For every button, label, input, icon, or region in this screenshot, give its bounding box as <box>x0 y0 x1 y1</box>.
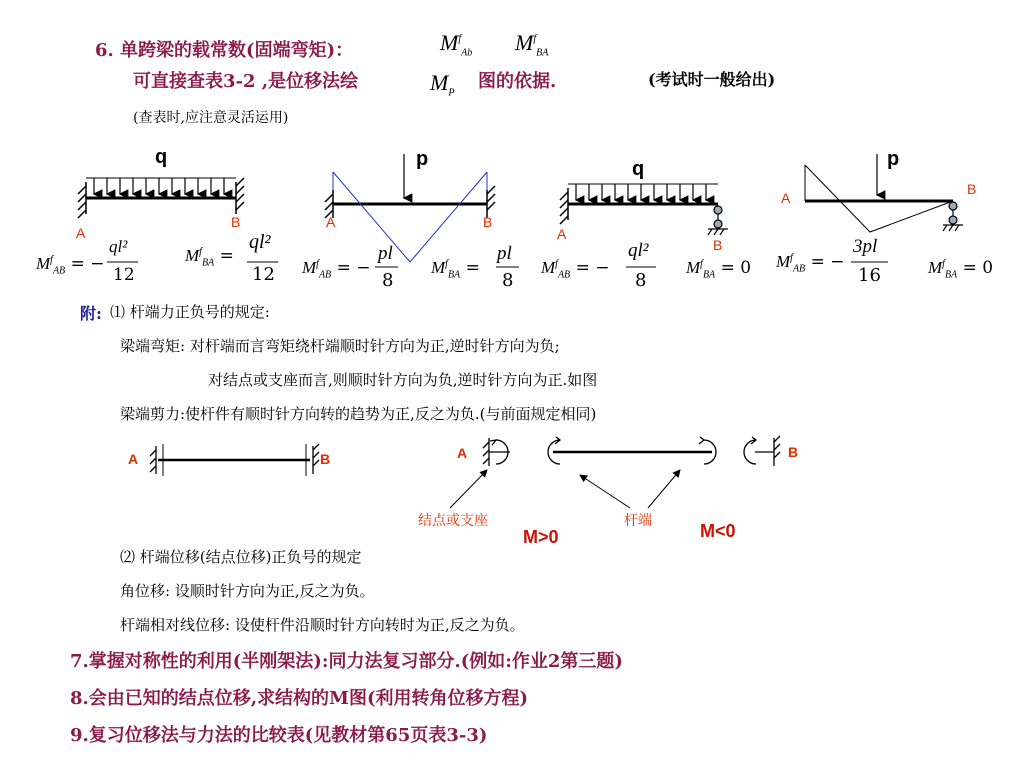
fixed-support-left-1 <box>78 182 86 218</box>
label-a-3: A <box>557 226 567 242</box>
formula-num-3: pl <box>378 243 393 264</box>
item-8: 8.会由已知的结点位移,求结构的M图(利用转角位移方程) <box>70 688 529 709</box>
label-b-1: B <box>231 214 241 230</box>
lookup-note: (查表时,应注意灵活运用) <box>133 110 289 126</box>
formula-num-1: ql² <box>109 237 128 256</box>
udl-arrows-1 <box>94 178 224 194</box>
label-m-negative: M<0 <box>700 521 736 541</box>
beam-diagram-2 <box>325 154 495 262</box>
load-label-p-4: p <box>887 148 900 170</box>
fig-label-b: B <box>320 451 331 467</box>
item-6-title: 6. 单跨梁的载常数(固端弯矩)： <box>95 40 354 61</box>
fixed-support-right-1 <box>236 178 244 214</box>
formula-den-2: 12 <box>252 264 275 285</box>
label-a-1: A <box>76 225 86 241</box>
shear-rule: 梁端剪力:使杆件有顺时针方向转的趋势为正,反之为负.(与前面规定相同) <box>120 405 597 423</box>
appendix-label: 附: <box>80 304 102 323</box>
formula-den-7: 16 <box>858 265 881 286</box>
fig2-label-b: B <box>788 444 799 460</box>
angle-rule: 角位移: 设顺时针方向为正,反之为负。 <box>120 582 375 600</box>
label-m-positive: M>0 <box>523 527 559 547</box>
formula-den-5: 8 <box>635 270 647 291</box>
formula-mba-6: $M^f_{BA} = 0$ <box>686 258 752 281</box>
label-bar-end: 杆端 <box>624 512 652 528</box>
udl-arrows-3 <box>576 184 706 200</box>
fig2-label-a: A <box>457 445 468 461</box>
formula-den-4: 8 <box>502 270 514 291</box>
appendix-item-2: ⑵ 杆端位移(结点位移)正负号的规定 <box>120 548 362 566</box>
roller-support-4 <box>943 202 963 231</box>
formula-den-3: 8 <box>382 270 394 291</box>
load-label-q-1: q <box>155 146 168 168</box>
beam-diagram-3 <box>560 184 728 235</box>
label-b-3: B <box>713 237 723 253</box>
label-b-4: B <box>967 181 977 197</box>
formula-num-5: ql² <box>628 240 649 261</box>
moment-rule-2: 对结点或支座而言,则顺时针方向为负,逆时针方向为正.如图 <box>208 371 598 389</box>
beam-diagram-1 <box>78 178 244 218</box>
label-a-4: A <box>781 190 791 206</box>
formula-mab-7: $M^f_{AB}$ = − <box>776 252 845 275</box>
formula-den-1: 12 <box>113 265 135 285</box>
item-7: 7.掌握对称性的利用(半刚架法):同力法复习部分.(例如:作业2第三题) <box>70 651 623 672</box>
beam-diagram-4 <box>805 154 963 232</box>
symbol-mp: $M_P$ <box>430 70 455 99</box>
label-node-support: 结点或支座 <box>418 512 488 528</box>
label-b-2: B <box>483 214 493 230</box>
formula-mab-1: $M^f_{AB}$ = − <box>36 254 105 277</box>
symbol-m-ba-f: $M^f_{BA}$ <box>515 30 549 59</box>
displacement-rule: 杆端相对线位移: 设使杆件沿顺时针方向转时为正,反之为负。 <box>120 616 525 634</box>
moment-rule: 梁端弯矩: 对杆端而言弯矩绕杆端顺时针方向为正,逆时针方向为负; <box>120 337 560 355</box>
item-6-line2-tail: 图的依据. <box>478 71 557 92</box>
item-6-line2: 可直接查表3-2 ,是位移法绘 <box>133 71 359 92</box>
appendix-item-1: ⑴ 杆端力正负号的规定: <box>110 303 270 321</box>
roller-support-3 <box>708 206 728 235</box>
formula-mba-4: $M^f_{BA}$ = <box>431 258 480 281</box>
formula-num-2: ql² <box>249 231 271 253</box>
formula-mba-2: $M^f_{BA}$ = <box>185 246 234 269</box>
fixed-support-left-3 <box>560 188 568 224</box>
load-label-p-2: p <box>416 148 429 170</box>
load-label-q-3: q <box>632 158 645 180</box>
formula-num-7: 3pl <box>853 236 878 257</box>
formula-mba-8: $M^f_{BA} = 0$ <box>928 258 994 281</box>
exam-note: (考试时一般给出) <box>648 70 776 89</box>
label-a-2: A <box>326 214 336 230</box>
fig-label-a: A <box>128 451 139 467</box>
formula-num-4: pl <box>497 243 512 264</box>
formula-mab-5: $M^f_{AB}$ = − <box>541 258 610 281</box>
item-9: 9.复习位移法与力法的比较表(见教材第65页表3-3) <box>70 725 488 746</box>
symbol-m-ab-f: $M^f_{Ab}$ <box>440 30 473 59</box>
formula-mab-3: $M^f_{AB}$ = − <box>302 258 371 281</box>
